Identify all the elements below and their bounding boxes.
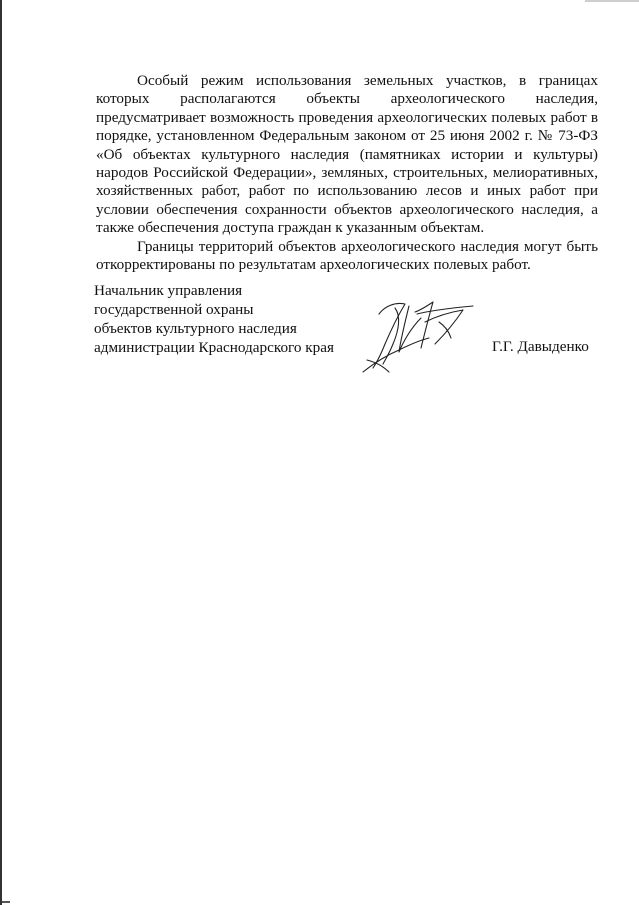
scan-left-edge (0, 0, 2, 905)
signatory-position (94, 281, 334, 357)
signer-name: Г.Г. Давыденко (492, 338, 589, 355)
scan-top-mark (585, 0, 639, 2)
position-line: администрации Краснодарского края (94, 339, 334, 356)
position-line: объектов культурного наследия (94, 320, 297, 337)
position-line: Начальник управления (94, 282, 243, 299)
position-line: государственной охраны (94, 301, 254, 318)
paragraph-territory-boundaries: Границы территорий объектов археологического наследия могут быть откорректированы по результатам археологических полевых работ. (96, 237, 598, 274)
paragraph-special-regime: Особый режим использования земельных участков, в границах которых располагаются объекты археологического наследия, предусматривает возможность проведения археологических полевых работ в порядке, установленном Федеральным законом от 25 июня 2002 г. № 73-ФЗ «Об объектах культурного наследия (памятниках истории и культуры) народов Российской Федерации», земляных, строительных, мелиоративных, хозяйственных работ, работ по использованию лесов и иных работ при условии обеспечения сохранности объектов археологического наследия, а также обеспечения доступа граждан к указанным объектам. (96, 72, 598, 237)
handwritten-signature (355, 292, 490, 377)
scan-bottom-mark (2, 901, 10, 903)
document-body (96, 72, 598, 274)
